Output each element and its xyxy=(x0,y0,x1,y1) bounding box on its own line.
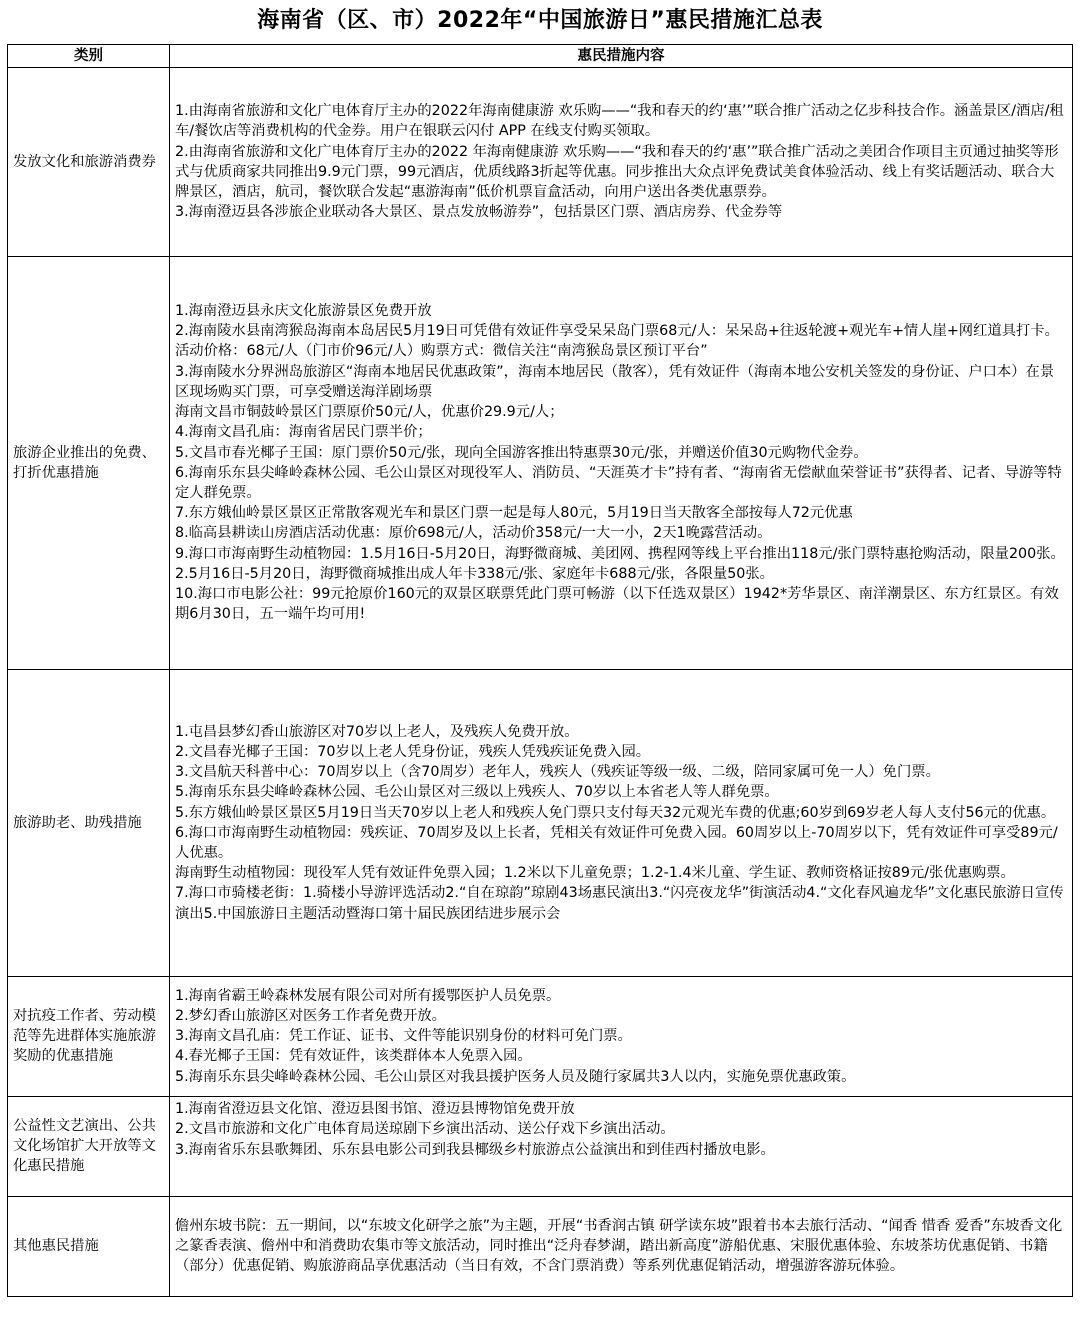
list-item: 儋州东坡书院：五一期间，以“东坡文化研学之旅”为主题，开展“书香润古镇 研学读东坡”跟着书本去旅行活动、“闻香 惜香 爱香”东坡香文化之篆香表演、儋州中和消费助农集市等文旅活动，同时推出“泛舟春梦湖，踏出新高度”游船优惠、宋服优惠体验、东坡茶坊优惠促销、书籍（部分）优惠促销、购旅游商品享优惠活动（当日有效，不含门票消费）等系列优惠促销活动，增强游客游玩体验。 xyxy=(175,1217,1063,1275)
list-item: 2.文昌市旅游和文化广电体育局送琼剧下乡演出活动、送公仔戏下乡演出活动。 xyxy=(175,1121,675,1138)
table-row xyxy=(8,68,1073,257)
content-cell xyxy=(170,257,1073,670)
list-item: 10.海口市电影公社：99元抢原价160元的双景区联票凭此门票可畅游（以下任选双景区）1942*芳华景区、南洋潮景区、东方红景区。有效期6月30日，五一端午均可用! xyxy=(175,585,1059,623)
list-item: 5.东方娥仙岭景区景区5月19日当天70岁以上老人和残疾人免门票只支付每天32元观光车费的优惠;60岁到69岁老人每人支付56元的优惠。 xyxy=(175,804,1056,821)
content-cell xyxy=(170,977,1073,1097)
list-item: 海南野生动植物园：现役军人凭有效证件免票入园；1.2米以下儿童免票；1.2-1.4米儿童、学生证、教师资格证按89元/张优惠购票。 xyxy=(175,865,1015,882)
list-item: 海南文昌市铜鼓岭景区门票原价50元/人，优惠价29.9元/人； xyxy=(175,404,564,421)
list-item: 1.由海南省旅游和文化广电体育厅主办的2022年海南健康游 欢乐购——“我和春天的约‘惠’”联合推广活动之亿步科技合作。涵盖景区/酒店/租车/餐饮店等消费机构的代金券。用户在银联云闪付 APP 在线支付购买领取。 xyxy=(175,103,1064,140)
list-item: 3.海南省乐东县歌舞团、乐东县电影公司到我县椰级乡村旅游点公益演出和到佳西村播放电影。 xyxy=(175,1141,775,1158)
list-item: 1.海南省霸王岭森林发展有限公司对所有援鄂医护人员免票。 xyxy=(175,987,561,1004)
list-item: 7.东方娥仙岭景区景区正常散客观光车和景区门票一起是每人80元，5月19日当天散客全部按每人72元优惠 xyxy=(175,505,853,522)
list-item: 3.海南澄迈县各涉旅企业联动各大景区、景点发放畅游券”，包括景区门票、酒店房券、代金券等 xyxy=(175,204,783,221)
table-header-row xyxy=(8,45,1073,68)
list-item: 9.海口市海南野生动植物园：1.5月16日-5月20日，海野微商城、美团网、携程网等线上平台推出118元/张门票特惠抢购活动，限量200张。2.5月16日-5月20日，海野微商城推出成人年卡338元/张、家庭年卡688元/张，各限量50张。 xyxy=(175,545,1065,582)
list-item: 2.海南陵水县南湾猴岛海南本岛居民5月19日可凭借有效证件享受呆呆岛门票68元/人：呆呆岛+往返轮渡+观光车+情人崖+网红道具打卡。活动价格：68元/人（门市价96元/人）购票方式：微信关注“南湾猴岛景区预订平台” xyxy=(175,323,1059,360)
category-cell: 其他惠民措施 xyxy=(8,1197,170,1297)
header-category: 类别 xyxy=(8,45,170,68)
list-item: 3.海南文昌孔庙：凭工作证、证书、文件等能识别身份的材料可免门票。 xyxy=(175,1028,632,1045)
list-item: 3.文昌航天科普中心：70周岁以上（含70周岁）老年人，残疾人（残疾证等级一级、二级，陪同家属可免一人）免门票。 xyxy=(175,764,940,781)
list-item: 4.春光椰子王国：凭有效证件，该类群体本人免票入园。 xyxy=(175,1048,532,1065)
list-item: 1.海南澄迈县永庆文化旅游景区免费开放 xyxy=(175,303,432,320)
table-row xyxy=(8,1197,1073,1297)
list-item: 4.海南文昌孔庙：海南省居民门票半价； xyxy=(175,424,432,441)
category-cell: 旅游企业推出的免费、打折优惠措施 xyxy=(8,257,170,670)
list-item: 6.海口市海南野生动植物园：残疾证、70周岁及以上长者，凭相关有效证件可免费入园。60周岁以上-70周岁以下，凭有效证件可享受89元/人优惠。 xyxy=(175,824,1058,861)
list-item: 2.梦幻香山旅游区对医务工作者免费开放。 xyxy=(175,1007,446,1024)
category-cell: 发放文化和旅游消费券 xyxy=(8,68,170,257)
content-cell xyxy=(170,670,1073,977)
list-item: 5.海南乐东县尖峰岭森林公园、毛公山景区对我县援护医务人员及随行家属共3人以内，实施免票优惠政策。 xyxy=(175,1068,856,1085)
page-title: 海南省（区、市）2022年“中国旅游日”惠民措施汇总表 xyxy=(257,8,823,33)
list-item: 7.海口市骑楼老街：1.骑楼小导游评选活动2.“自在琼韵”琼剧43场惠民演出3.“闪亮夜龙华”街演活动4.“文化春风遍龙华”文化惠民旅游日宣传演出5.中国旅游日主题活动暨海口第十届民族团结进步展示会 xyxy=(175,885,1064,922)
category-cell: 旅游助老、助残措施 xyxy=(8,670,170,977)
table-row xyxy=(8,977,1073,1097)
category-cell: 对抗疫工作者、劳动模范等先进群体实施旅游奖励的优惠措施 xyxy=(8,977,170,1097)
header-content: 惠民措施内容 xyxy=(170,45,1073,68)
list-item: 2.文昌春光椰子王国：70岁以上老人凭身份证，残疾人凭残疾证免费入园。 xyxy=(175,743,651,760)
table-row xyxy=(8,670,1073,977)
content-cell xyxy=(170,1097,1073,1197)
content-cell xyxy=(170,1197,1073,1297)
list-item: 1.屯昌县梦幻香山旅游区对70岁以上老人，及残疾人免费开放。 xyxy=(175,723,579,740)
list-item: 3.海南陵水分界洲岛旅游区“海南本地居民优惠政策”，海南本地居民（散客），凭有效证件（海南本地公安机关签发的身份证、户口本）在景区现场购买门票，可享受赠送海洋剧场票 xyxy=(175,363,1055,400)
list-item: 1.海南省澄迈县文化馆、澄迈县图书馆、澄迈县博物馆免费开放 xyxy=(175,1101,575,1118)
content-cell xyxy=(170,68,1073,257)
list-item: 6.海南乐东县尖峰岭森林公园、毛公山景区对现役军人、消防员、“天涯英才卡”持有者、“海南省无偿献血荣誉证书”获得者、记者、导游等特定人群免票。 xyxy=(175,464,1062,501)
table-row xyxy=(8,1097,1073,1197)
list-item: 5.文昌市春光椰子王国：原门票价50元/张，现向全国游客推出特惠票30元/张，并赠送价值30元购物代金券。 xyxy=(175,444,868,461)
measures-table xyxy=(7,44,1073,1297)
list-item: 5.海南乐东县尖峰岭森林公园、毛公山景区对三级以上残疾人、70岁以上本省老人等人群免票。 xyxy=(175,784,779,801)
table-row xyxy=(8,257,1073,670)
category-cell: 公益性文艺演出、公共文化场馆扩大开放等文化惠民措施 xyxy=(8,1097,170,1197)
list-item: 2.由海南省旅游和文化广电体育厅主办的2022 年海南健康游 欢乐购——“我和春天的约‘惠’”联合推广活动之美团合作项目主页通过抽奖等形式与优质商家共同推出9.9元门票，99元酒店，优质线路3折起等优惠。同步推出大众点评免费试美食体验活动、线上有奖话题活动、联合大牌景区，酒店，航司，餐饮联合发起“惠游海南”低价机票盲盒活动，向用户送出各类优惠票券。 xyxy=(175,143,1059,200)
list-item: 8.临高县耕读山房酒店活动优惠：原价698元/人，活动价358元/一大一小，2天1晚露营活动。 xyxy=(175,525,772,542)
